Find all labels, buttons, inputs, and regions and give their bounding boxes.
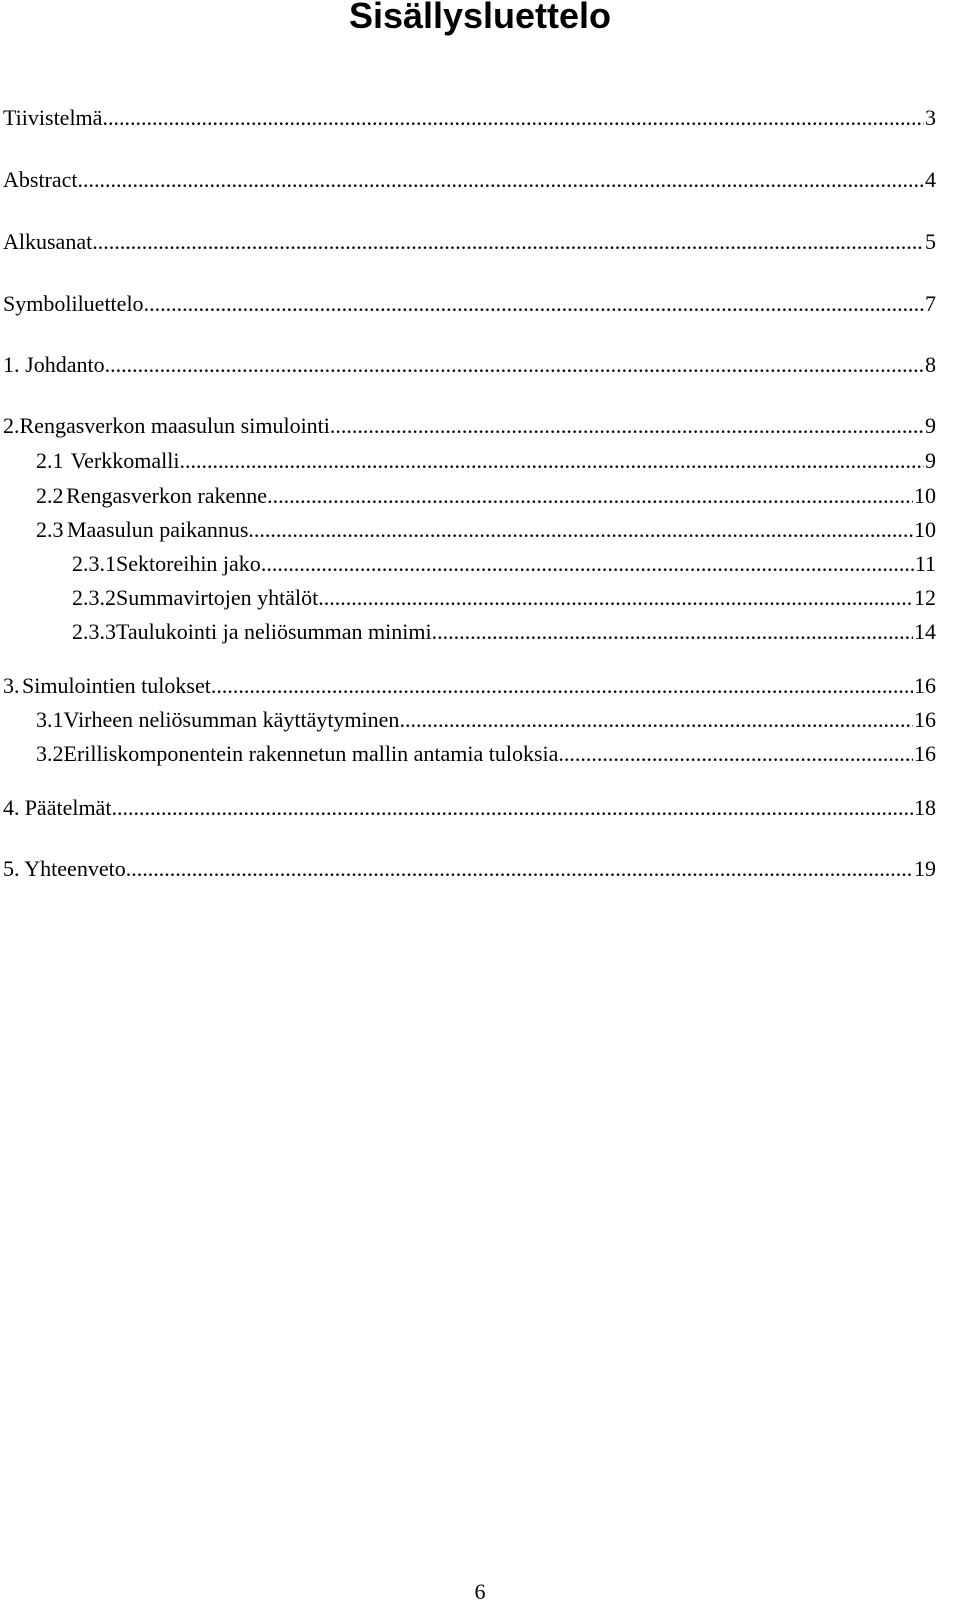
toc-entry-number: 2.2	[36, 483, 64, 508]
toc-entry-2-2[interactable]	[36, 481, 936, 511]
toc-entry-number: 3.1	[36, 707, 64, 732]
toc-entry-number: 3.	[3, 673, 20, 698]
toc-entry-number: 4.	[3, 795, 20, 820]
toc-page-number: 8	[925, 352, 936, 377]
toc-entry-number: 5.	[3, 856, 20, 881]
toc-page-number: 3	[925, 105, 936, 130]
toc-leader-dots	[558, 739, 913, 769]
toc-leader-dots	[330, 411, 924, 441]
toc-leader-dots	[399, 705, 913, 735]
toc-page-number: 12	[914, 585, 936, 610]
toc-page-number: 16	[914, 707, 936, 732]
toc-entry-number: 3.2	[36, 741, 64, 766]
toc-page-number: 16	[914, 741, 936, 766]
toc-leader-dots	[179, 446, 924, 476]
toc-entry-3[interactable]	[3, 671, 936, 701]
toc-page-number: 4	[925, 167, 936, 192]
toc-leader-dots	[78, 165, 924, 195]
toc-page-number: 14	[914, 619, 936, 644]
toc-page-number: 18	[914, 795, 936, 820]
toc-entry-number: 2.3.2	[72, 585, 116, 610]
toc-page-number: 19	[914, 856, 936, 881]
toc-leader-dots	[318, 583, 913, 613]
toc-entry-label: Simulointien tulokset	[21, 673, 211, 698]
toc-page-number: 9	[925, 413, 936, 438]
toc-leader-dots	[432, 617, 913, 647]
toc-leader-dots	[144, 289, 924, 319]
toc-entry-label: Alkusanat	[3, 229, 93, 254]
toc-page-number: 9	[925, 448, 936, 473]
toc-entry-number: 2.3	[36, 517, 64, 542]
toc-leader-dots	[267, 481, 913, 511]
toc-entry-label: Yhteenveto	[24, 856, 126, 881]
toc-entry-label: Abstract	[3, 167, 78, 192]
toc-entry-2-3-2[interactable]	[72, 583, 936, 613]
toc-entry-label: Summavirtojen yhtälöt	[116, 585, 319, 610]
toc-entry-abstract[interactable]	[3, 165, 936, 195]
toc-entry-4[interactable]	[3, 793, 936, 823]
toc-entry-number: 2.3.1	[72, 551, 116, 576]
toc-leader-dots	[248, 515, 913, 545]
toc-entry-label: Johdanto	[25, 352, 105, 377]
toc-entry-label: Verkkomalli	[70, 448, 180, 473]
toc-page-number: 5	[925, 229, 936, 254]
toc-entry-alkusanat[interactable]	[3, 227, 936, 257]
toc-entry-symboliluettelo[interactable]	[3, 289, 936, 319]
toc-entry-label: Tiivistelmä	[3, 105, 103, 130]
toc-entry-1[interactable]	[3, 350, 936, 380]
toc-entry-number: 2.3.3	[72, 619, 116, 644]
toc-entry-label: Virheen neliösumman käyttäytyminen	[63, 707, 400, 732]
toc-entry-label: Taulukointi ja neliösumman minimi	[116, 619, 432, 644]
toc-entry-2[interactable]	[3, 411, 936, 441]
toc-entry-label: Rengasverkon maasulun simulointi	[19, 413, 330, 438]
toc-entry-2-3-1[interactable]	[72, 549, 936, 579]
toc-leader-dots	[102, 103, 924, 133]
toc-page-number: 11	[914, 551, 936, 576]
toc-entry-label: Sektoreihin jako	[116, 551, 261, 576]
toc-entry-2-1[interactable]	[36, 446, 936, 476]
toc-entry-label: Erilliskomponentein rakennetun mallin antamia tuloksia	[63, 741, 559, 766]
toc-entry-2-3[interactable]	[36, 515, 936, 545]
toc-entry-label: Päätelmät	[24, 795, 112, 820]
toc-page-number: 16	[914, 673, 936, 698]
page-number-footer: 6	[474, 1579, 486, 1604]
toc-entry-label: Symboliluettelo	[3, 291, 144, 316]
toc-leader-dots	[211, 671, 913, 701]
toc-entry-3-2[interactable]	[36, 739, 936, 769]
toc-entry-number: 1.	[3, 352, 20, 377]
toc-entry-2-3-3[interactable]	[72, 617, 936, 647]
toc-entry-number: 2.1	[36, 448, 64, 473]
toc-leader-dots	[105, 350, 924, 380]
toc-leader-dots	[261, 549, 914, 579]
page-title: Sisällysluettelo	[348, 0, 612, 36]
toc-entry-3-1[interactable]	[36, 705, 936, 735]
toc-leader-dots	[92, 227, 924, 257]
toc-entry-label: Maasulun paikannus	[66, 517, 249, 542]
toc-leader-dots	[111, 793, 913, 823]
toc-entry-label: Rengasverkon rakenne	[66, 483, 268, 508]
toc-entry-5[interactable]	[3, 854, 936, 884]
toc-entry-tiivistelma[interactable]	[3, 103, 936, 133]
toc-page-number: 7	[925, 291, 936, 316]
toc-page-number: 10	[914, 517, 936, 542]
toc-leader-dots	[126, 854, 913, 884]
toc-entry-number: 2.	[3, 413, 20, 438]
toc-page-number: 10	[914, 483, 936, 508]
